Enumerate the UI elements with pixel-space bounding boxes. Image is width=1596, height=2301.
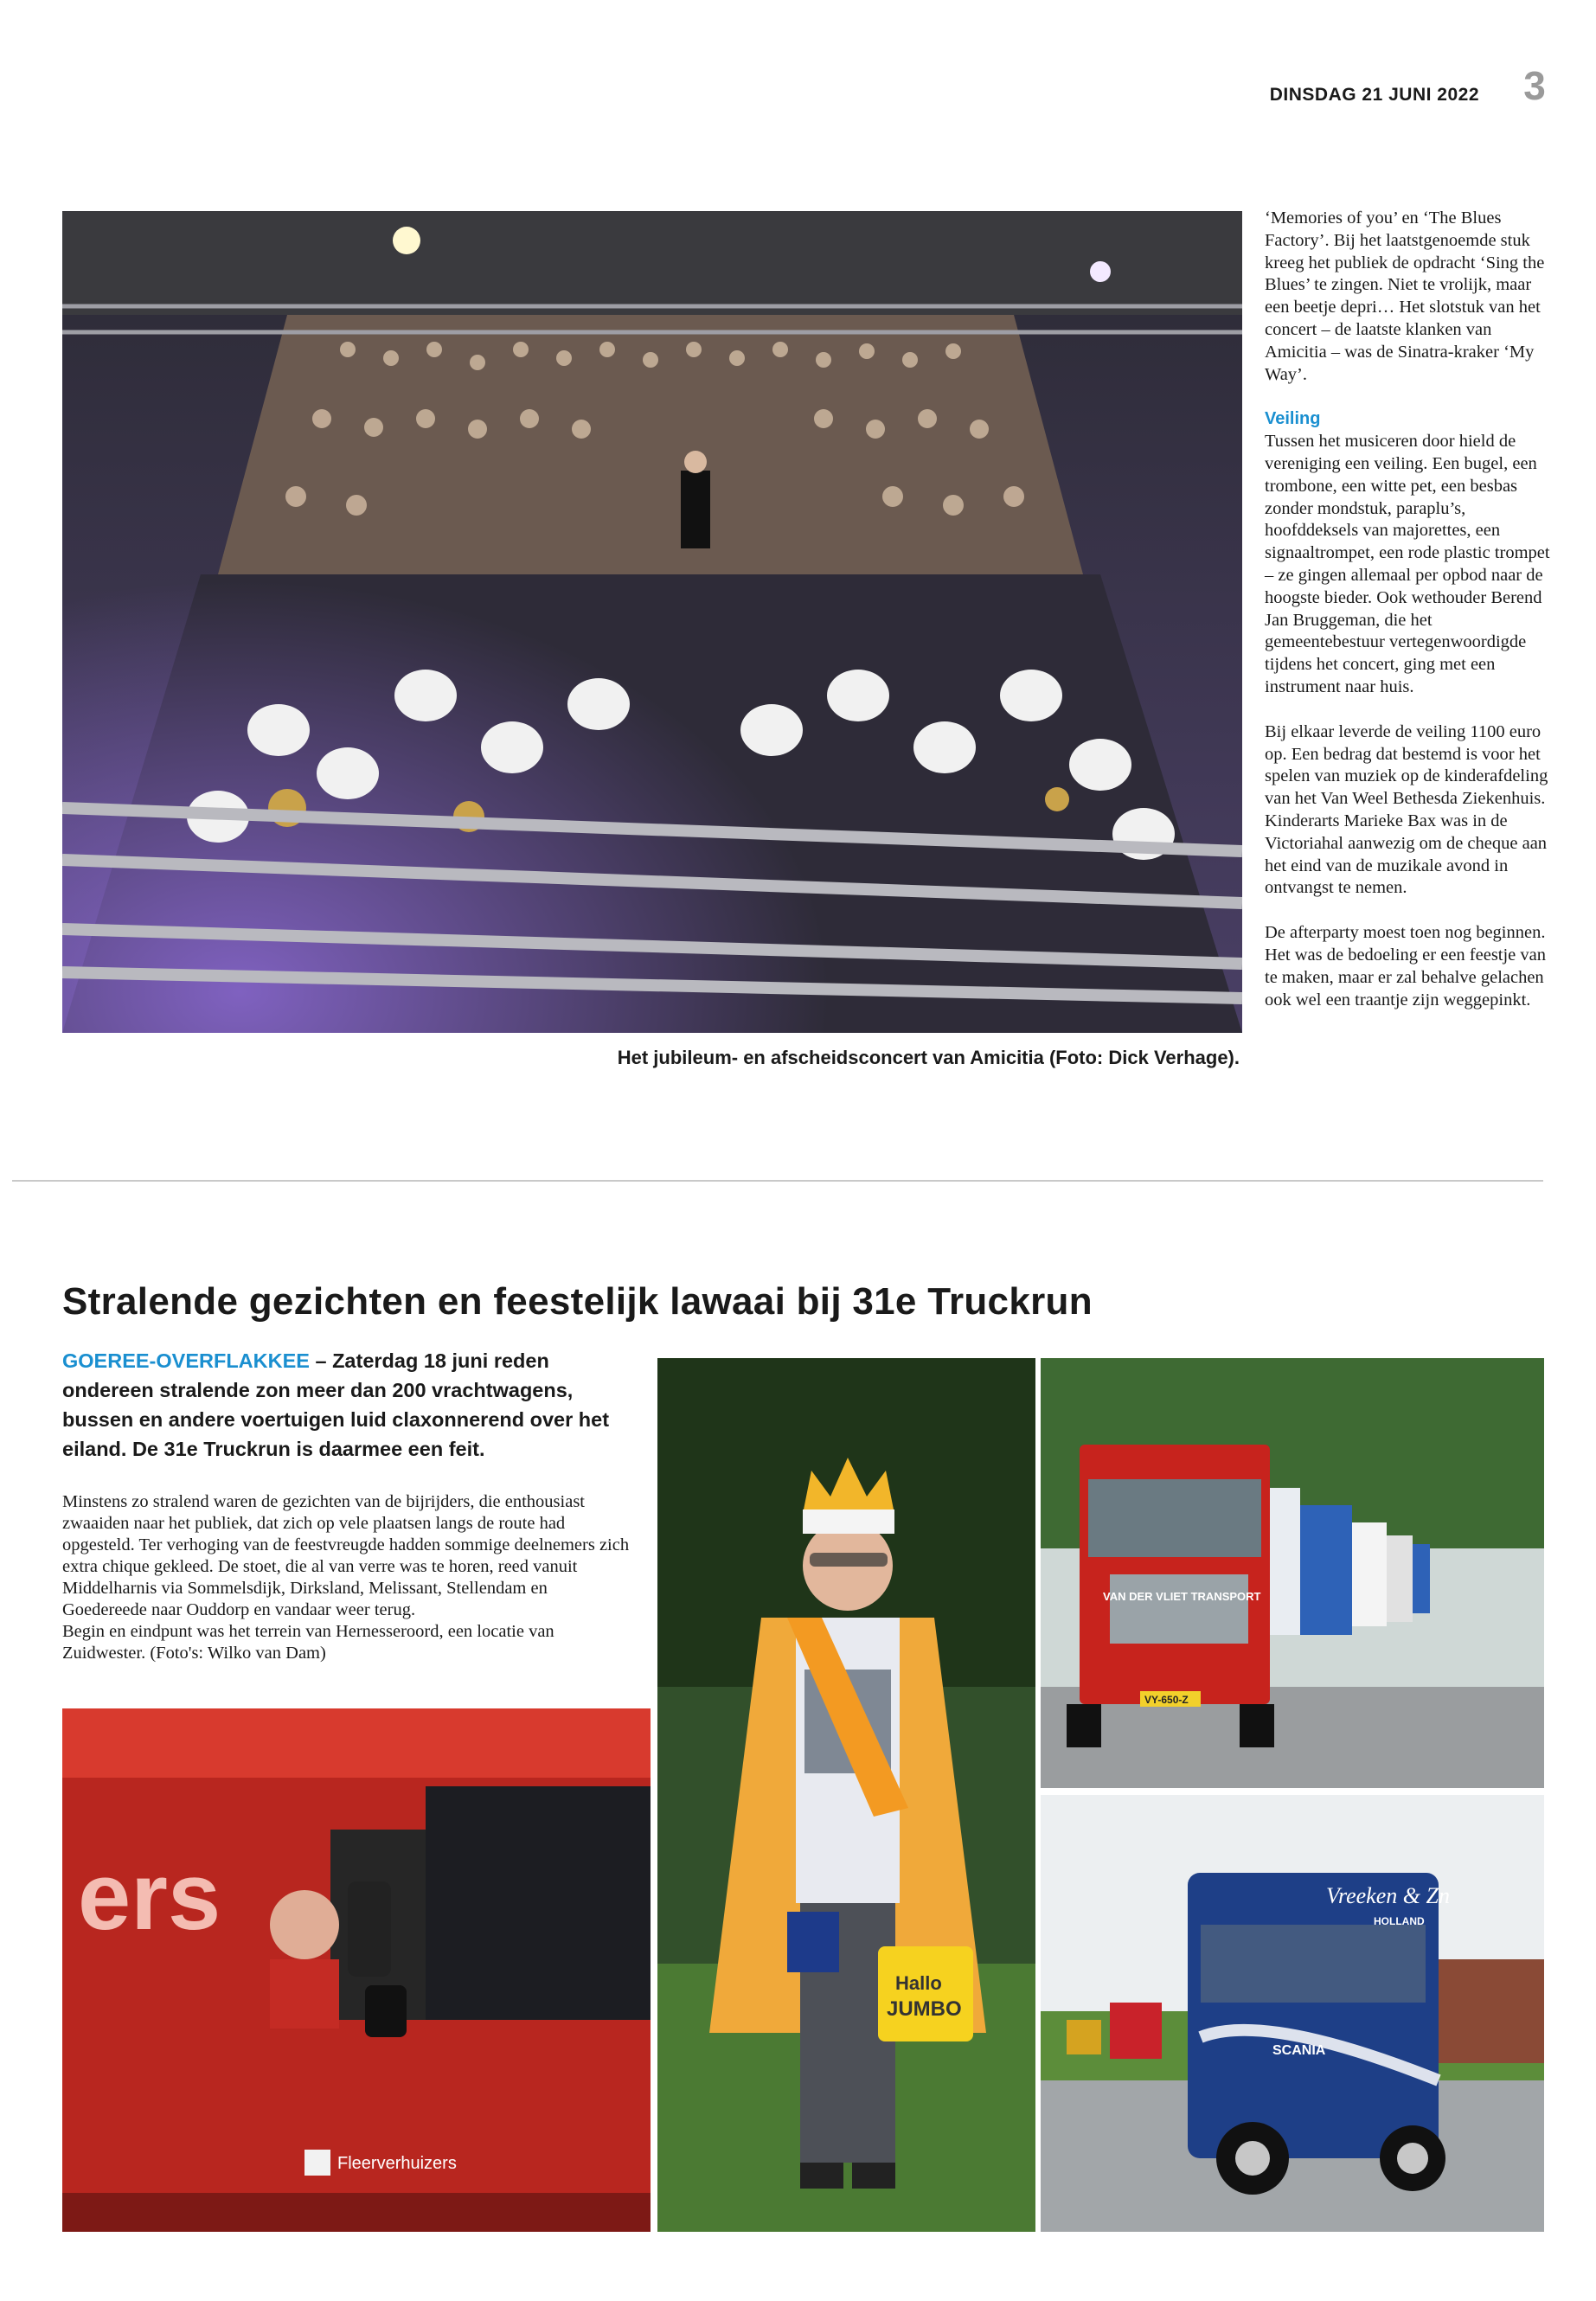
concert-photo-caption: Het jubileum- en afscheidsconcert van Amicitia (Foto: Dick Verhage).	[617, 1047, 1240, 1068]
article-paragraph: Begin en eindpunt was het terrein van Hernesseroord, een locatie van Zuidwester. (Foto's: Wilko van Dam)	[62, 1622, 554, 1663]
article-paragraph: Bij elkaar leverde de veiling 1100 euro op. Een bedrag dat bestemd is voor het spelen van muziek op de kinderafdeling van het Van Weel Bethesda Ziekenhuis. Kinderarts Marieke Bax was in de Victoriahal aanwezig om de cheque aan het eind van de muzikale avond in ontvangst te nemen.	[1265, 721, 1548, 898]
concert-photo	[62, 211, 1242, 1033]
truck-driver-photo	[62, 1708, 651, 2232]
truck-banner-text: Vreeken & Zn	[1326, 1883, 1450, 1908]
issue-date: DINSDAG 21 JUNI 2022	[1269, 85, 1479, 105]
bag-text-jumbo: JUMBO	[887, 1997, 962, 2021]
article-intro	[62, 1346, 616, 1464]
blue-scania-photo	[1041, 1795, 1544, 2232]
subheading-veiling: Veiling	[1265, 409, 1321, 429]
truck-side-lettering: ers	[78, 1843, 221, 1950]
truck-grille-text: VAN DER VLIET TRANSPORT	[1103, 1590, 1261, 1603]
concert-article-column	[1265, 208, 1550, 1034]
bag-text-hallo: Hallo	[895, 1972, 942, 1994]
article-headline: Stralende gezichten en feestelijk lawaai bij 31e Truckrun	[62, 1280, 1093, 1323]
page-number: 3	[1523, 63, 1546, 108]
truck-convoy-photo	[1041, 1358, 1544, 1788]
article-paragraph: ‘Memories of you’ en ‘The Blues Factory’. Bij het laatstgenoemde stuk kreeg het publiek de opdracht ‘Sing the Blues’ te zingen. Niet te vrolijk, maar een beetje depri… Het slotstuk van het concert – de laatste klanken van Amicitia – was de Sinatra-kraker ‘My Way’.	[1265, 208, 1545, 384]
article-body	[62, 1491, 633, 1664]
article-paragraph: Tussen het musiceren door hield de vereniging een veiling. Een bugel, een trombone, een witte pet, een besbas zonder mondstuk, paraplu’s, hoofddeksels van majorettes, een signaaltrompet, een rode plastic trompet – ze gingen allemaal per opbod naar de hoogste bieder. Ook wethouder Berend Jan Bruggeman, die het gemeentebestuur vertegenwoordigde tijdens het concert, ging met een instrument naar huis.	[1265, 432, 1550, 696]
intro-text: – Zaterdag 18 juni reden ondereen stralende zon meer dan 200 vrachtwagens, bussen en andere voertuigen luid claxonnerend over het eiland. De 31e Truckrun is daarmee een feit.	[62, 1349, 610, 1460]
crowned-man-photo	[657, 1358, 1035, 2232]
article-paragraph: Minstens zo stralend waren de gezichten van de bijrijders, die enthousiast zwaaiden naar het publiek, dat zich op vele plaatsen langs de route had opgesteld. Ter verhoging van de feestvreugde hadden sommige deelnemers zich extra chique gekleed. De stoet, die al van verre was te horen, reed vanuit Middelharnis via Sommelsdijk, Dirksland, Melissant, Stellendam en Goedereede naar Ouddorp en vandaar weer terug.	[62, 1492, 630, 1619]
truck-holland-text: HOLLAND	[1374, 1915, 1425, 1927]
truck-brand: SCANIA	[1272, 2043, 1326, 2058]
truck-company-logo: Fleerverhuizers	[337, 2154, 457, 2173]
article-paragraph: De afterparty moest toen nog beginnen. Het was de bedoeling er een feestje van te maken, maar er zal behalve gelachen ook wel een traantje zijn weggepinkt.	[1265, 923, 1547, 1009]
section-divider	[12, 1180, 1543, 1182]
dateline-location: GOEREE-OVERFLAKKEE	[62, 1349, 310, 1372]
license-plate: VY-650-Z	[1144, 1694, 1189, 1706]
